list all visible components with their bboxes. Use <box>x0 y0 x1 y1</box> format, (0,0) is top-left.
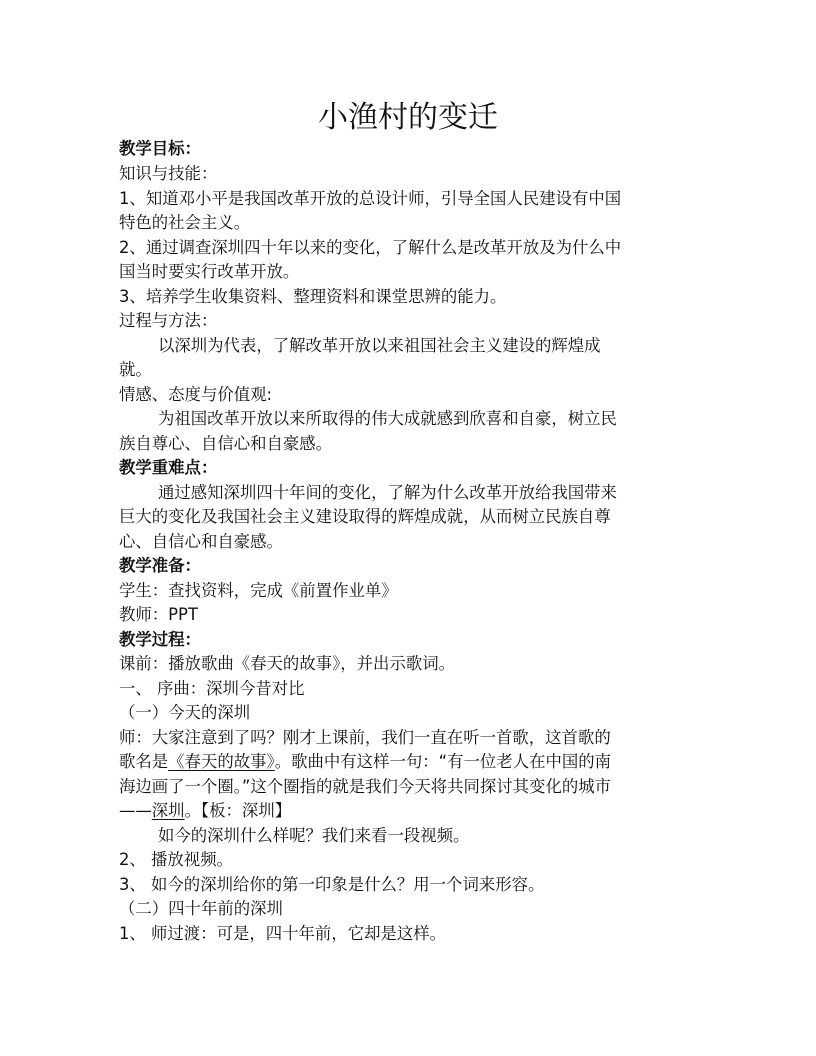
paragraph-line: 为祖国改革开放以来所取得的伟大成就感到欣喜和自豪，树立民 <box>158 409 617 428</box>
text-run: —— <box>119 801 152 820</box>
text-run: 。歌曲中有这样一句：“有一位老人在中国的南 <box>274 752 612 771</box>
paragraph-line: 如今的深圳什么样呢？我们来看一段视频。 <box>158 826 470 845</box>
paragraph-line: 教师：PPT <box>119 605 198 624</box>
paragraph-line: 特色的社会主义。 <box>119 213 251 232</box>
heading-objectives: 教学目标： <box>119 139 201 158</box>
paragraph-line: 巨大的变化及我国社会主义建设取得的辉煌成就，从而树立民族自尊 <box>119 507 611 526</box>
subheading-emotion-values: 情感、态度与价值观: <box>119 385 273 404</box>
paragraph-line: 课前：播放歌曲《春天的故事》，并出示歌词。 <box>119 654 456 673</box>
text-run: 。【板：深圳】 <box>184 801 292 820</box>
text-run: 歌名是 <box>119 752 169 771</box>
song-title-link: 《春天的故事》 <box>168 752 275 771</box>
heading-teaching-process: 教学过程： <box>119 630 201 649</box>
paragraph-line: 族自尊心、自信心和自豪感。 <box>119 434 333 453</box>
paragraph-line: 1、知道邓小平是我国改革开放的总设计师，引导全国人民建设有中国 <box>119 189 622 208</box>
paragraph-line: 师：大家注意到了吗？刚才上课前，我们一直在听一首歌，这首歌的 <box>119 728 611 747</box>
paragraph-line: 1、 师过渡：可是，四十年前，它却是这样。 <box>119 924 447 943</box>
paragraph-line: 2、 播放视频。 <box>119 850 233 869</box>
heading-preparation: 教学准备： <box>119 556 201 575</box>
subsection-heading: （一）今天的深圳 <box>119 703 251 722</box>
paragraph-line: 2、通过调查深圳四十年以来的变化，了解什么是改革开放及为什么中 <box>119 238 622 257</box>
paragraph-line: 学生：查找资料，完成《前置作业单》 <box>119 581 398 600</box>
subheading-knowledge-skills: 知识与技能： <box>119 164 218 183</box>
paragraph-line <box>119 750 709 774</box>
subsection-heading: （二）四十年前的深圳 <box>119 899 283 918</box>
paragraph-line <box>119 799 709 823</box>
paragraph-line: 3、培养学生收集资料、整理资料和课堂思辨的能力。 <box>119 287 507 306</box>
paragraph-line: 以深圳为代表，了解改革开放以来祖国社会主义建设的辉煌成 <box>158 336 601 355</box>
paragraph-line: 3、 如今的深圳给你的第一印象是什么？用一个词来形容。 <box>119 875 545 894</box>
heading-key-difficulties: 教学重难点： <box>119 458 218 477</box>
paragraph-line: 通过感知深圳四十年间的变化，了解为什么改革开放给我国带来 <box>158 483 617 502</box>
paragraph-line: 心、自信心和自豪感。 <box>119 532 283 551</box>
document-title: 小渔村的变迁 <box>318 100 498 135</box>
section-heading: 一、 序曲：深圳今昔对比 <box>119 679 305 698</box>
subheading-process-methods: 过程与方法： <box>119 311 218 330</box>
paragraph-line: 海边画了一个圈。”这个圈指的就是我们今天将共同探讨其变化的城市 <box>119 777 612 796</box>
paragraph-line: 国当时要实行改革开放。 <box>119 262 300 281</box>
city-name-underlined: 深圳 <box>151 801 185 820</box>
paragraph-line: 就。 <box>119 360 152 379</box>
